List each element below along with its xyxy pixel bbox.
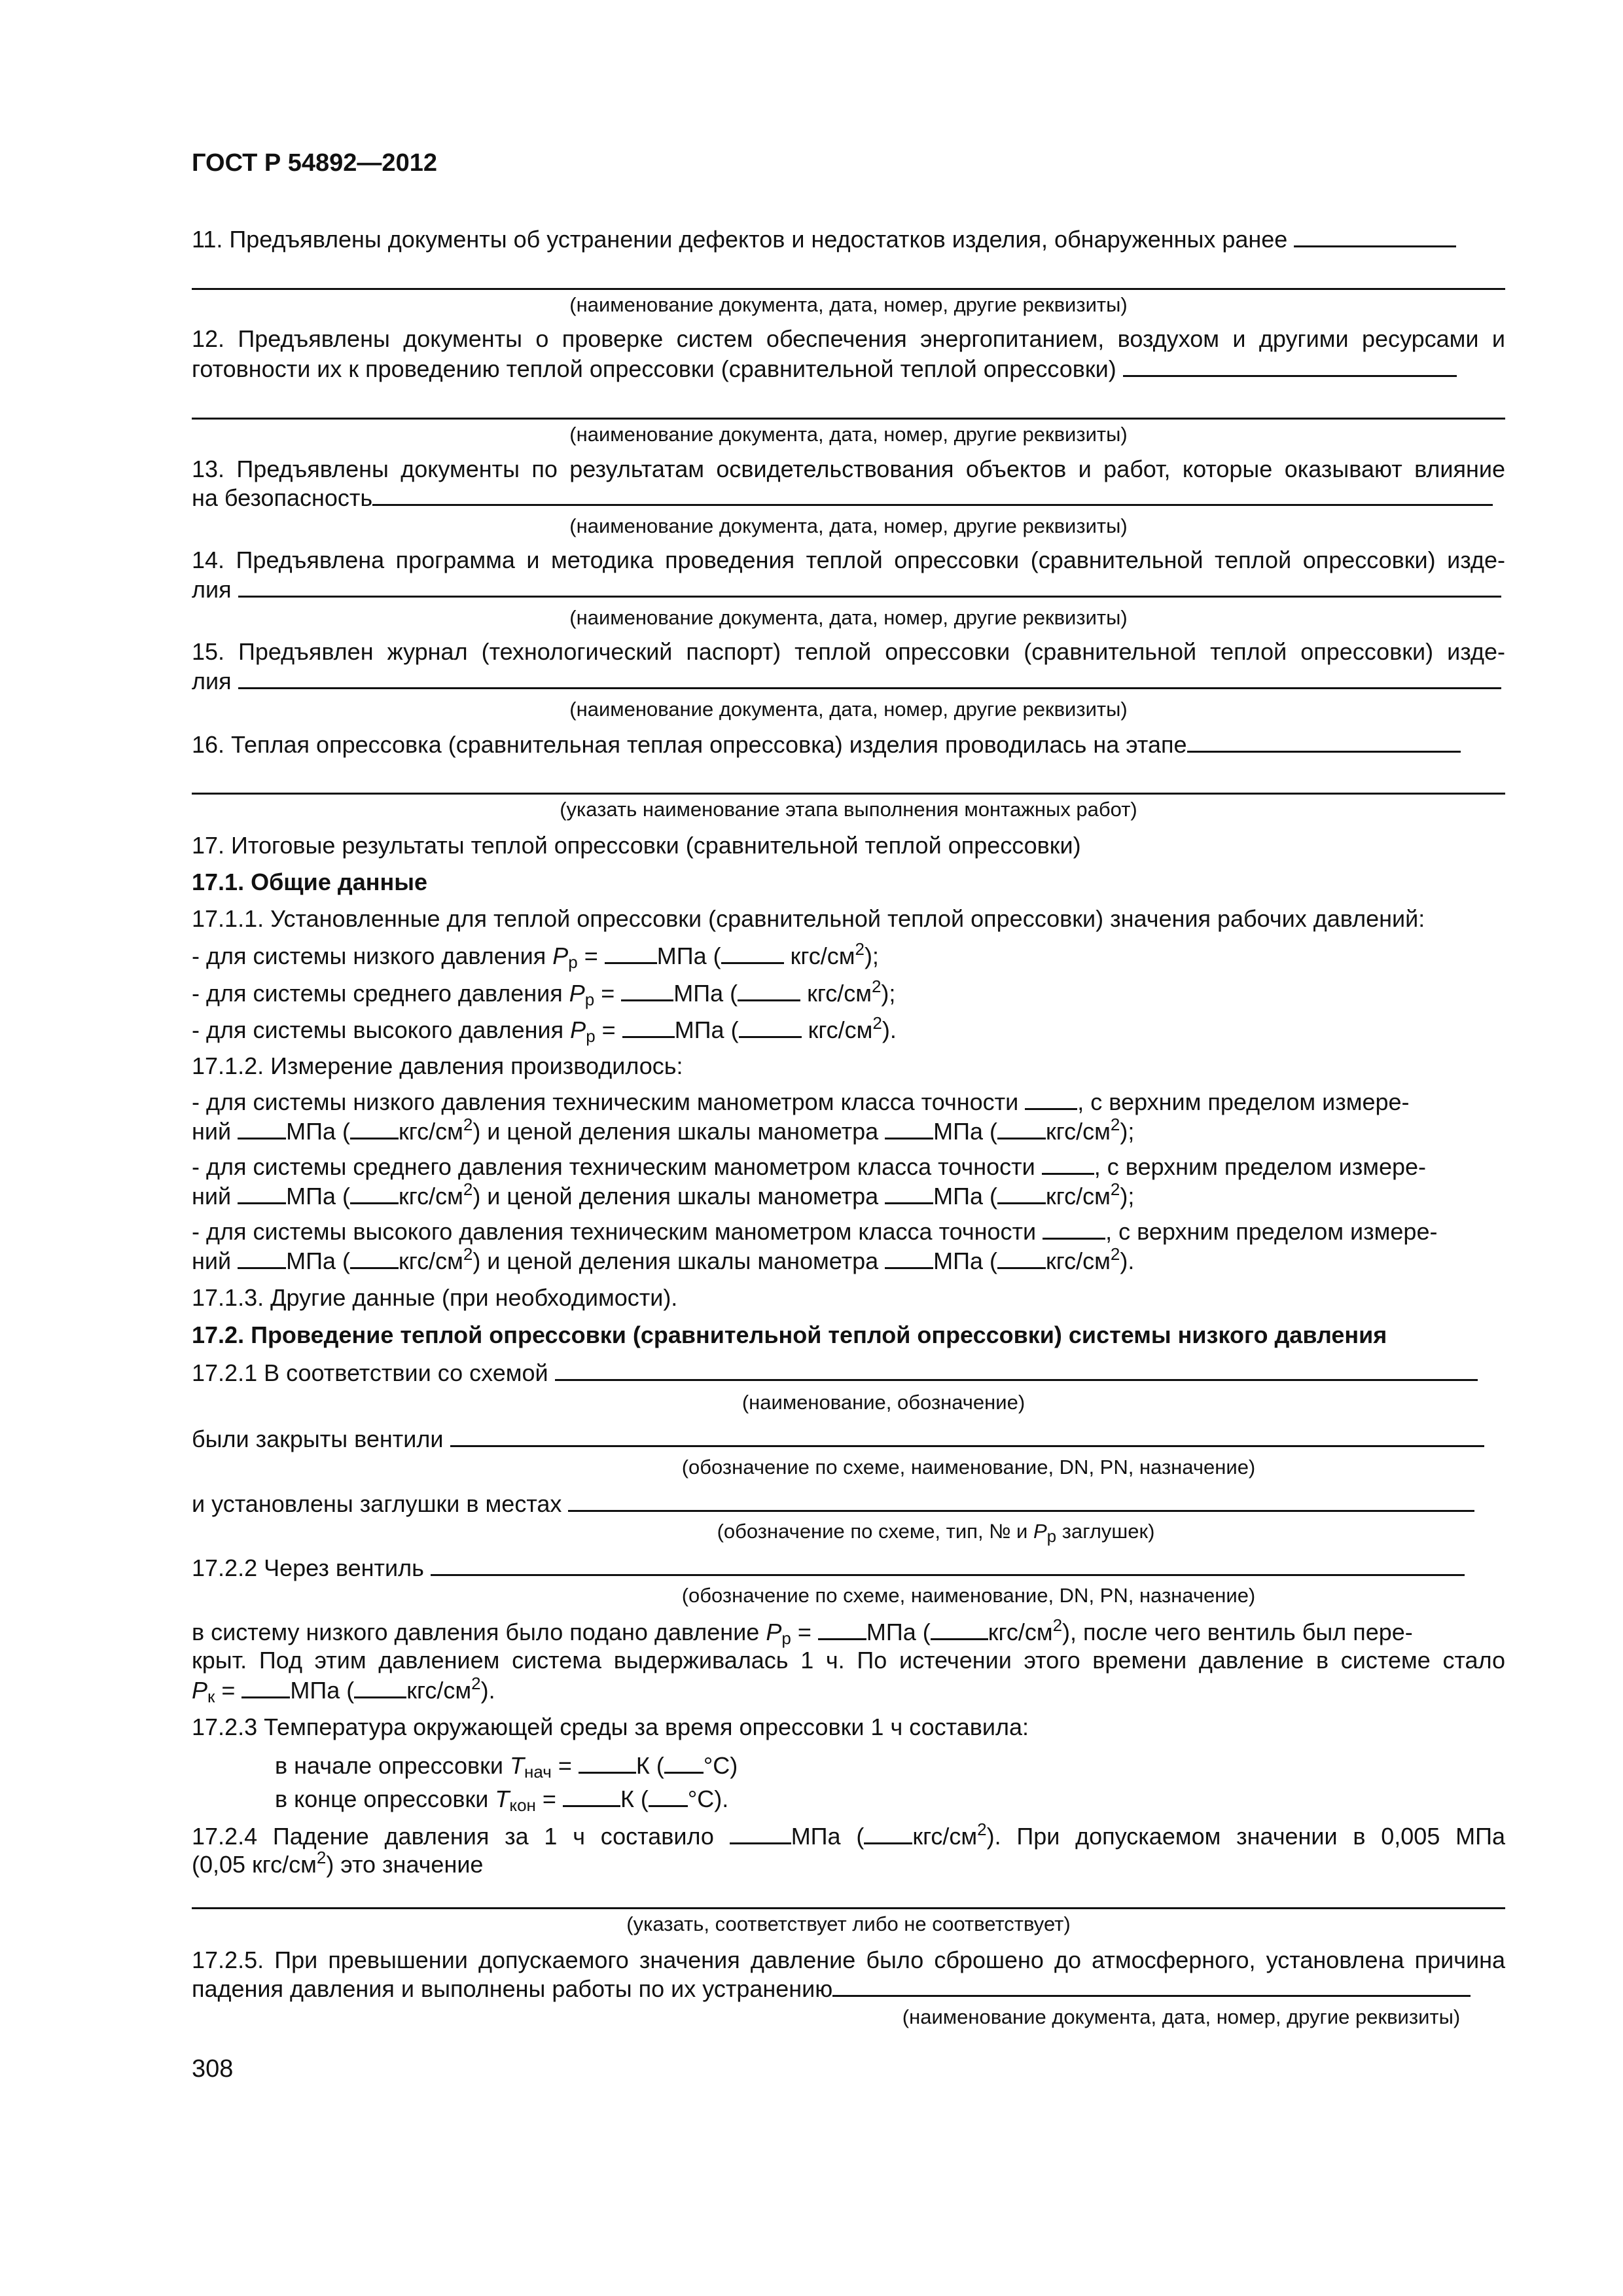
caption: (наименование документа, дата, номер, другие реквизиты) (569, 514, 1128, 537)
blank-line (354, 1676, 406, 1698)
blank-line (568, 1489, 1474, 1512)
item-17-2-1: 17.2.1 В соответствии со схемой (192, 1358, 1505, 1388)
blank-line (739, 1015, 802, 1038)
manometer-high-cont: ний МПа ( кгс/$см^2$) и ценой деления шкалы манометра МПа ( кгс/$см^2$). (192, 1244, 1135, 1274)
blank-line (579, 1751, 636, 1774)
blank-line (885, 1117, 933, 1139)
caption: (наименование документа, дата, номер, другие реквизиты) (569, 698, 1128, 721)
section-17-1: 17.1. Общие данные (192, 869, 427, 895)
blank-line (622, 1015, 675, 1038)
manometer-mid: - для системы среднего давления техническим манометром класса точности , с верхним пределом измере- (192, 1153, 1427, 1180)
blank-line (1187, 730, 1461, 753)
pressure-final: $P_к$ = МПа ( кгс/$см^2$). (192, 1674, 495, 1706)
caption: (наименование документа, дата, номер, другие реквизиты) (569, 293, 1128, 316)
item-13: 13. Предъявлены документы по результатам освидетельствования объектов и работ, которые оказывают влияние (192, 456, 1505, 482)
item-16: 16. Теплая опрессовка (сравнительная теплая опрессовка) изделия проводилась на этапе (192, 730, 1505, 759)
blank-line (555, 1358, 1478, 1381)
pressure-mid: - для системы среднего давления $P_р$ = МПа ( кгс/$см^2$); (192, 977, 896, 1009)
caption: (наименование документа, дата, номер, другие реквизиты) (902, 2005, 1461, 2028)
blank-line (192, 288, 1505, 290)
manometer-high: - для системы высокого давления техническим манометром класса точности , с верхним пределом измере- (192, 1218, 1438, 1245)
blank-line (192, 793, 1505, 795)
blank-line (350, 1181, 399, 1204)
blank-line (885, 1181, 933, 1204)
blank-line (832, 1974, 1471, 1997)
item-14: 14. Предъявлена программа и методика проведения теплой опрессовки (сравнительной теплой опрессовки) изде- (192, 547, 1505, 573)
blank-line (563, 1784, 620, 1807)
caption: (наименование, обозначение) (741, 1391, 1026, 1414)
blank-line (621, 978, 673, 1001)
blank-line (238, 1181, 286, 1204)
pressure-feed: в систему низкого давления было подано давление $P_р$ = МПа ( кгс/$см^2$), после чего вентиль был пере- (192, 1615, 1413, 1648)
pressure-feed-cont: крыт. Под этим давлением система выдерживалась 1 ч. По истечении этого времени давление в системе стало (192, 1647, 1505, 1674)
blank-line (997, 1246, 1046, 1269)
item-14-cont: лия (192, 575, 1505, 604)
plugs-installed: и установлены заглушки в местах (192, 1489, 1505, 1518)
blank-line (372, 483, 1493, 506)
item-12: 12. Предъявлены документы о проверке систем обеспечения энергопитанием, воздухом и другими ресурсами и (192, 325, 1505, 352)
temp-start: в начале опрессовки $T_{нач} = К$ ( °С) (275, 1752, 738, 1782)
caption: (указать наименование этапа выполнения монтажных работ) (560, 798, 1137, 821)
blank-line (649, 1784, 688, 1807)
blank-line (738, 978, 800, 1001)
blank-line (818, 1617, 866, 1640)
caption: (обозначение по схеме, тип, № и $P_р$ заглушек) (717, 1520, 1155, 1546)
item-12-cont: готовности их к проведению теплой опрессовки (сравнительной теплой опрессовки) (192, 354, 1505, 384)
caption: (наименование документа, дата, номер, другие реквизиты) (569, 606, 1128, 629)
blank-line (864, 1821, 912, 1844)
blank-line (664, 1751, 704, 1774)
blank-line (1294, 224, 1456, 247)
item-17-1-1: 17.1.1. Установленные для теплой опрессовки (сравнительной теплой опрессовки) значения рабочих давлений: (192, 905, 1425, 932)
blank-line (885, 1246, 933, 1269)
caption: (обозначение по схеме, наименование, DN, PN, назначение) (681, 1584, 1256, 1607)
blank-line (192, 1907, 1505, 1909)
item-17-2-5-cont: падения давления и выполнены работы по их устранению (192, 1974, 1505, 2003)
pressure-low: - для системы низкого давления $P_р$ = МПа ( кгс/$см^2$); (192, 939, 879, 972)
item-15: 15. Предъявлен журнал (технологический паспорт) теплой опрессовки (сравнительной теплой опрессовки) изде- (192, 638, 1505, 665)
document-header: ГОСТ Р 54892—2012 (192, 149, 437, 177)
item-17-2-4: 17.2.4 Падение давления за 1 ч составило МПа ( кгс/$см^2$). При допускаемом значении в 0,005 МПа (192, 1820, 1505, 1850)
manometer-low: - для системы низкого давления техническим манометром класса точности , с верхним пределом измере- (192, 1088, 1410, 1115)
blank-line (192, 418, 1505, 420)
blank-line (238, 1246, 286, 1269)
item-17-2-2: 17.2.2 Через вентиль (192, 1553, 1505, 1583)
caption: (указать, соответствует либо не соответствует) (626, 1912, 1071, 1935)
blank-line (450, 1424, 1484, 1447)
item-17-1-3: 17.1.3. Другие данные (при необходимости). (192, 1284, 678, 1311)
blank-line (605, 941, 657, 964)
blank-line (350, 1246, 399, 1269)
blank-line (721, 941, 784, 964)
blank-line (931, 1617, 988, 1640)
manometer-mid-cont: ний МПа ( кгс/$см^2$) и ценой деления шкалы манометра МПа ( кгс/$см^2$); (192, 1179, 1135, 1210)
blank-line (1025, 1087, 1077, 1110)
item-17-2-4-cont: (0,05 кгс/$см^2$) это значение (192, 1848, 484, 1878)
section-17-2: 17.2. Проведение теплой опрессовки (сравнительной теплой опрессовки) системы низкого давления (192, 1321, 1387, 1348)
item-17-2-5: 17.2.5. При превышении допускаемого значения давление было сброшено до атмосферного, установлена причина (192, 1946, 1505, 1973)
blank-line (997, 1181, 1046, 1204)
blank-line (730, 1821, 791, 1844)
blank-line (238, 1117, 286, 1139)
blank-line (1123, 354, 1457, 377)
item-17: 17. Итоговые результаты теплой опрессовки (сравнительной теплой опрессовки) (192, 832, 1081, 859)
blank-line (1042, 1152, 1094, 1175)
blank-line (997, 1117, 1046, 1139)
blank-line (241, 1676, 290, 1698)
blank-line (350, 1117, 399, 1139)
blank-line (238, 575, 1501, 598)
blank-line (238, 666, 1501, 689)
blank-line (431, 1553, 1465, 1576)
item-17-1-2: 17.1.2. Измерение давления производилось: (192, 1052, 683, 1079)
manometer-low-cont: ний МПа ( кгс/$см^2$) и ценой деления шкалы манометра МПа ( кгс/$см^2$); (192, 1115, 1135, 1145)
pressure-high: - для системы высокого давления $P_р$ = МПа ( кгс/$см^2$). (192, 1013, 897, 1046)
page-number: 308 (192, 2055, 234, 2083)
caption: (наименование документа, дата, номер, другие реквизиты) (569, 423, 1128, 446)
item-17-2-3: 17.2.3 Температура окружающей среды за время опрессовки 1 ч составила: (192, 1713, 1029, 1740)
caption: (обозначение по схеме, наименование, DN, PN, назначение) (681, 1456, 1256, 1479)
temp-end: в конце опрессовки $T_{кон} = К$ ( °С). (275, 1785, 729, 1815)
blank-line (1043, 1217, 1105, 1240)
item-11: 11. Предъявлены документы об устранении дефектов и недостатков изделия, обнаруженных ранее (192, 224, 1505, 254)
item-13-cont: на безопасность (192, 483, 1505, 512)
item-15-cont: лия (192, 666, 1505, 696)
valves-closed: были закрыты вентили (192, 1424, 1505, 1454)
